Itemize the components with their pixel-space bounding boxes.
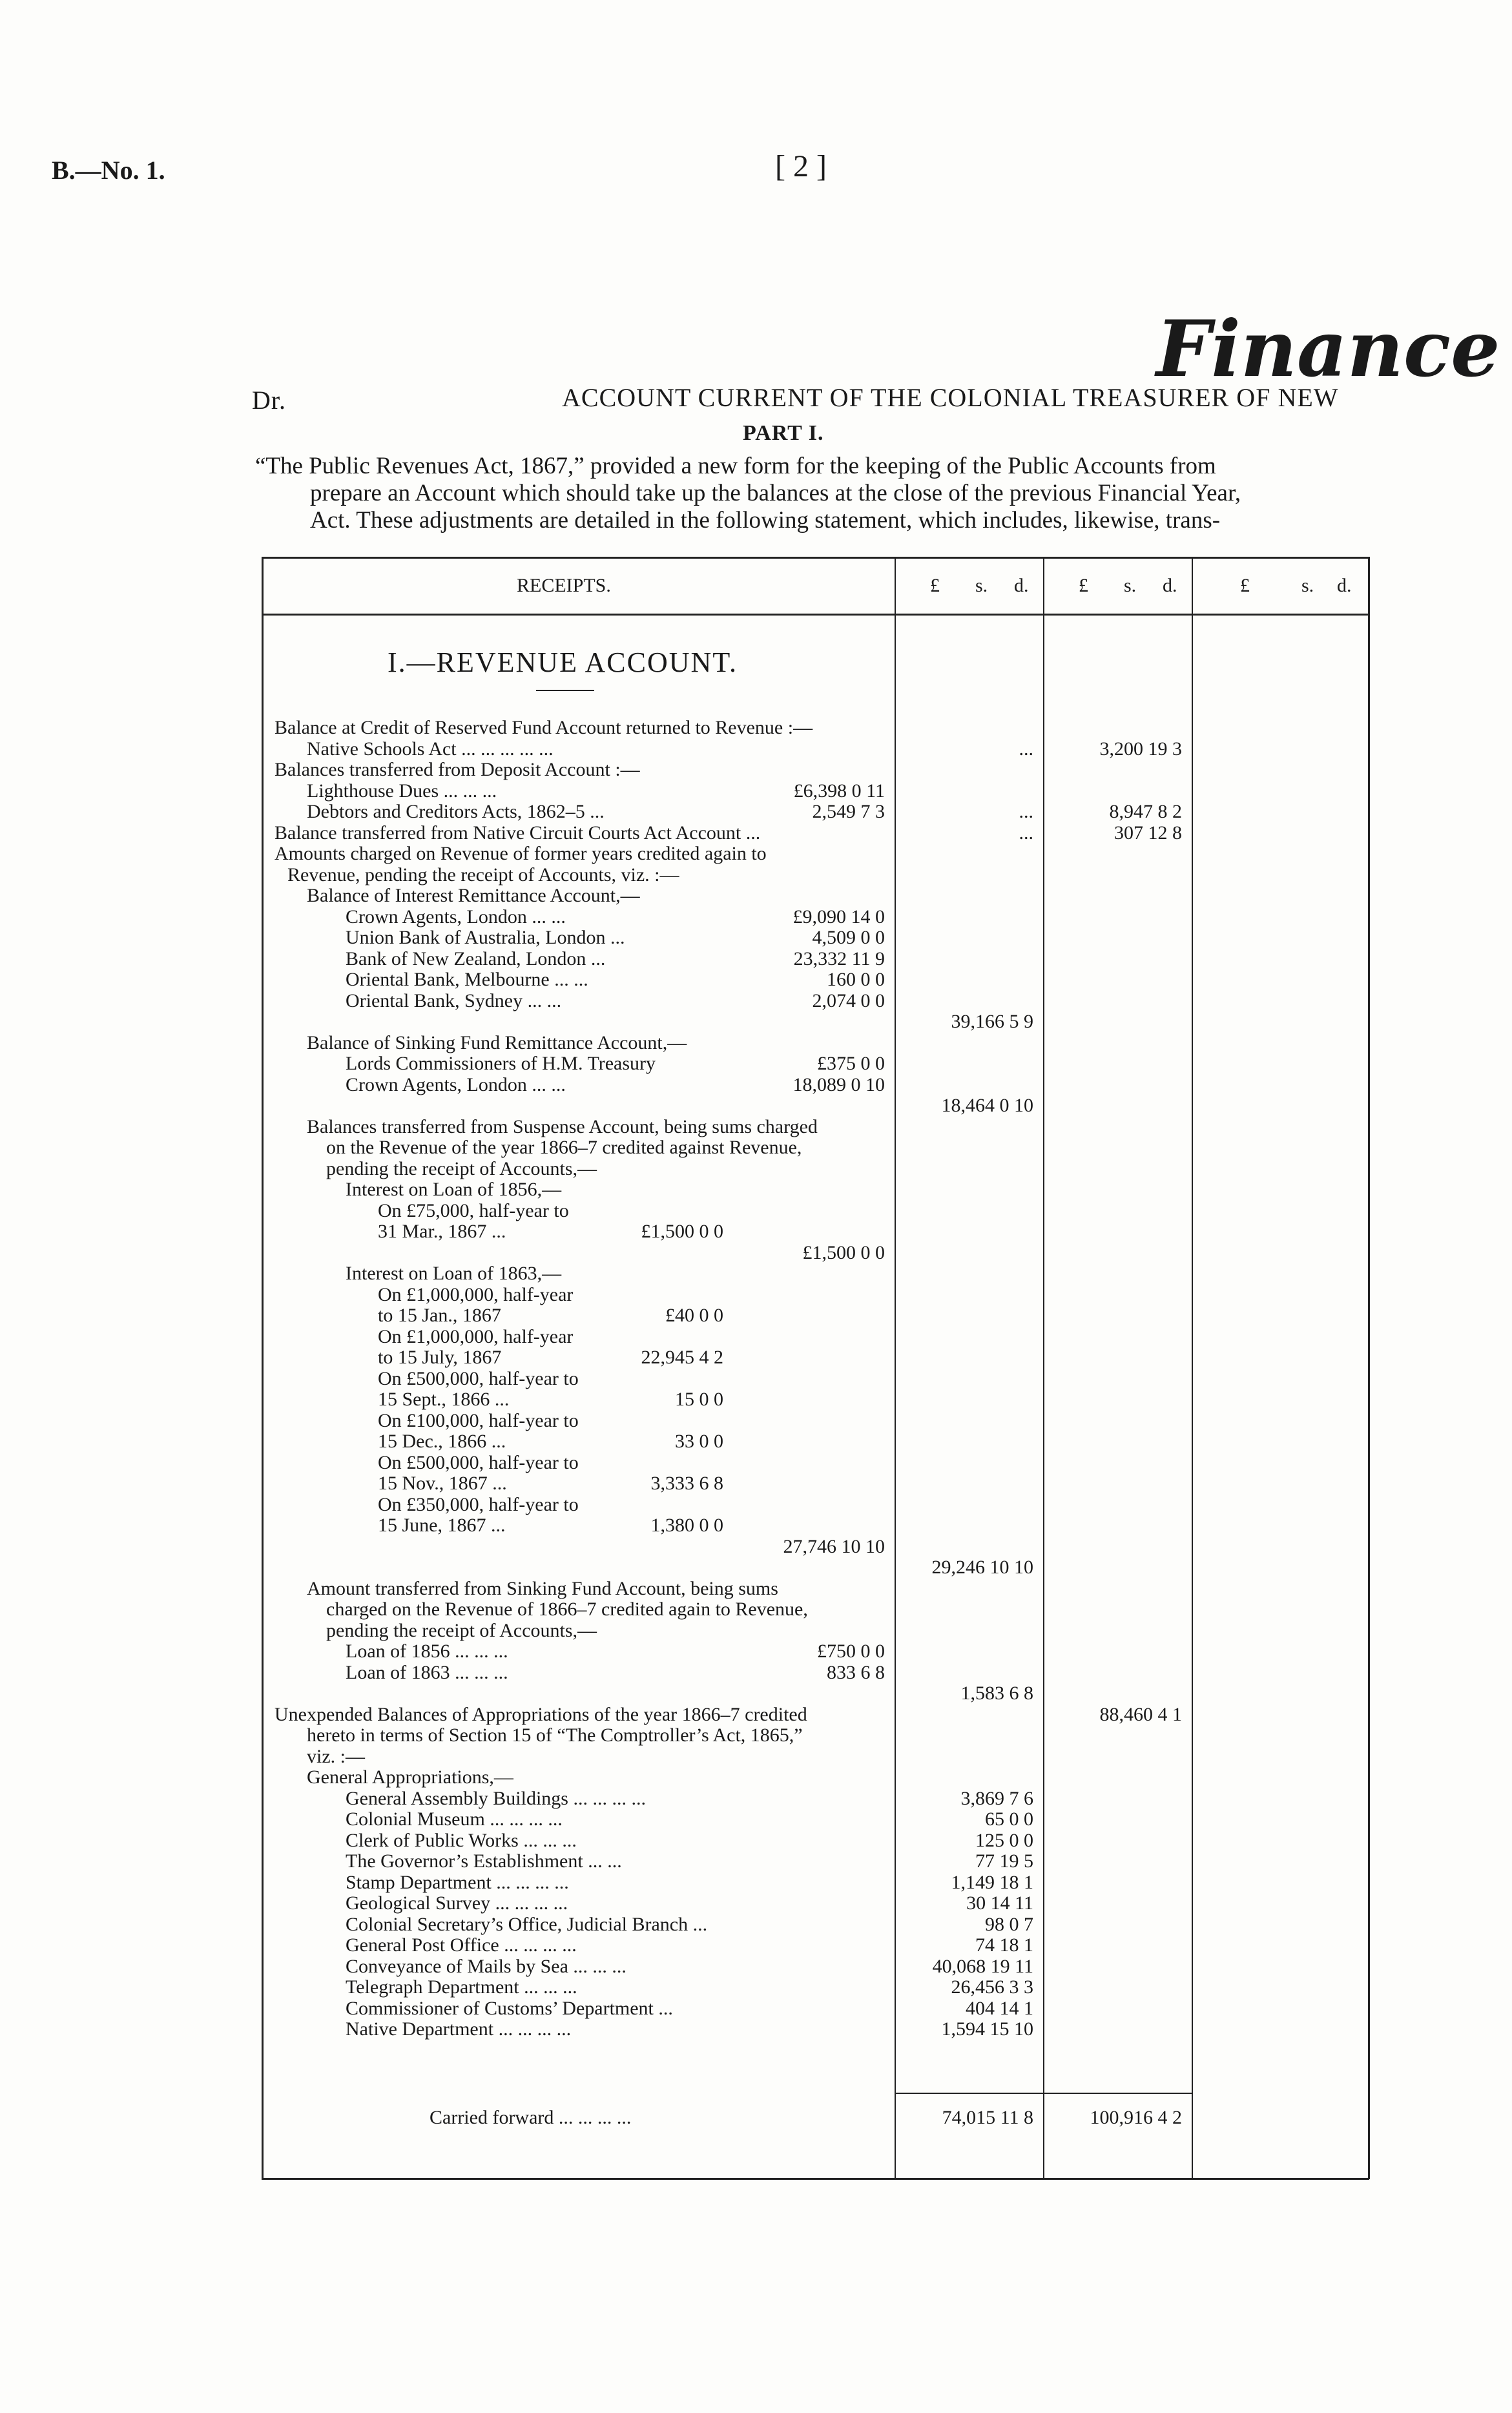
- row-label: viz. :—: [307, 1745, 365, 1767]
- row-amount-col2: 29,246 10 10: [931, 1557, 1033, 1578]
- row-amount-col2: 26,456 3 3: [951, 1976, 1033, 1998]
- row-label: Revenue, pending the receipt of Accounts, viz. :—: [287, 864, 679, 885]
- row-label: Loan of 1863 ... ... ...: [346, 1661, 508, 1683]
- row-label: Bank of New Zealand, London ...: [346, 948, 606, 969]
- row-sub-amount: 15 0 0: [675, 1389, 723, 1410]
- row-label: Balances transferred from Suspense Account, being sums charged: [307, 1115, 818, 1137]
- row-label: Oriental Bank, Melbourne ... ...: [346, 969, 588, 990]
- row-amount-col2: 125 0 0: [975, 1829, 1033, 1851]
- row-label: pending the receipt of Accounts,—: [326, 1619, 597, 1641]
- row-amount-col2: 1,583 6 8: [960, 1683, 1033, 1704]
- row-label: Clerk of Public Works ... ... ...: [346, 1829, 577, 1851]
- row-amount-col2: 77 19 5: [975, 1850, 1033, 1872]
- row-amount-inner: 23,332 11 9: [793, 948, 885, 969]
- row-amount-col2: 40,068 19 11: [932, 1955, 1033, 1977]
- row-sub-amount: £1,500 0 0: [641, 1221, 723, 1242]
- row-label: Amount transferred from Sinking Fund Account, being sums: [307, 1577, 778, 1599]
- row-label: Conveyance of Mails by Sea ... ... ...: [346, 1955, 627, 1977]
- row-label: The Governor’s Establishment ... ...: [346, 1850, 622, 1872]
- column-header-d: d.: [1014, 575, 1029, 596]
- row-label: Lords Commissioners of H.M. Treasury: [346, 1053, 656, 1074]
- column-header-pound: £: [930, 575, 940, 596]
- row-amount-col2: 3,869 7 6: [960, 1787, 1033, 1809]
- row-amount-inner: £9,090 14 0: [792, 906, 885, 927]
- row-amount-col2: 74 18 1: [975, 1934, 1033, 1956]
- section-title: I.—REVENUE ACCOUNT.: [388, 647, 738, 678]
- column-header-s: s.: [1124, 575, 1137, 596]
- row-amount-inner: 2,549 7 3: [812, 801, 885, 822]
- row-label: Telegraph Department ... ... ...: [346, 1976, 577, 1998]
- page-number: [ 2 ]: [775, 149, 827, 183]
- row-label: Balance of Sinking Fund Remittance Account,—: [307, 1031, 687, 1053]
- intro-line-2: prepare an Account which should take up the balances at the close of the previous Financial Year,: [310, 480, 1241, 506]
- row-label: 15 Sept., 1866 ...: [378, 1389, 510, 1410]
- row-sub-amount: 33 0 0: [675, 1431, 723, 1452]
- row-amount-inner: £6,398 0 11: [793, 780, 885, 802]
- row-amount-col2: 30 14 11: [966, 1892, 1033, 1914]
- part-label: PART I.: [743, 421, 824, 445]
- row-label: Amounts charged on Revenue of former years credited again to: [274, 843, 767, 864]
- row-label: 15 Dec., 1866 ...: [378, 1431, 506, 1452]
- row-amount-col2: 98 0 7: [985, 1913, 1033, 1935]
- dr-label: Dr.: [252, 386, 286, 415]
- row-label: Debtors and Creditors Acts, 1862–5 ...: [307, 801, 605, 822]
- row-label: On £500,000, half-year to: [378, 1367, 579, 1389]
- row-label: Colonial Secretary’s Office, Judicial Branch ...: [346, 1913, 708, 1935]
- row-label: On £75,000, half-year to: [378, 1199, 569, 1221]
- intro-line-1: “The Public Revenues Act, 1867,” provided a new form for the keeping of the Public Accounts from: [255, 453, 1216, 479]
- row-label: Union Bank of Australia, London ...: [346, 927, 625, 948]
- intro-line-3: Act. These adjustments are detailed in the following statement, which includes, likewise, trans-: [310, 507, 1221, 533]
- row-label: Stamp Department ... ... ... ...: [346, 1871, 569, 1893]
- row-label: General Assembly Buildings ... ... ... ...: [346, 1787, 646, 1809]
- row-amount-col2: 39,166 5 9: [951, 1011, 1033, 1032]
- row-label: Balances transferred from Deposit Account :—: [274, 759, 640, 780]
- row-label: On £1,000,000, half-year: [378, 1283, 574, 1305]
- row-amount-col2: 1,149 18 1: [951, 1871, 1033, 1893]
- row-label: 15 Nov., 1867 ...: [378, 1473, 507, 1494]
- row-label: pending the receipt of Accounts,—: [326, 1157, 597, 1179]
- row-label: Crown Agents, London ... ...: [346, 1073, 566, 1095]
- row-label: General Appropriations,—: [307, 1766, 513, 1788]
- column-header-receipts: RECEIPTS.: [517, 575, 611, 596]
- column-header-d: d.: [1163, 575, 1177, 596]
- row-label: 31 Mar., 1867 ...: [378, 1221, 506, 1242]
- row-label: On £500,000, half-year to: [378, 1451, 579, 1473]
- row-label: to 15 Jan., 1867: [378, 1305, 501, 1326]
- page-reference: B.—No. 1.: [52, 156, 165, 185]
- column-header-s: s.: [975, 575, 988, 596]
- row-label: on the Revenue of the year 1866–7 credited against Revenue,: [326, 1137, 802, 1158]
- carried-forward-col3: 100,916 4 2: [1090, 2107, 1182, 2128]
- row-label: Colonial Museum ... ... ... ...: [346, 1808, 563, 1830]
- row-amount-col2: 1,594 15 10: [941, 2018, 1033, 2040]
- row-amount-col2: 65 0 0: [985, 1808, 1033, 1830]
- row-label: Oriental Bank, Sydney ... ...: [346, 989, 562, 1011]
- row-amount-inner: 160 0 0: [827, 969, 885, 990]
- row-sub-amount: 1,380 0 0: [650, 1515, 723, 1536]
- row-label: charged on the Revenue of 1866–7 credited again to Revenue,: [326, 1599, 808, 1620]
- row-amount-inner: 833 6 8: [827, 1661, 885, 1683]
- row-label: General Post Office ... ... ... ...: [346, 1934, 577, 1956]
- column-header-pound: £: [1240, 575, 1250, 596]
- row-label: Crown Agents, London ... ...: [346, 906, 566, 927]
- row-label: to 15 July, 1867: [378, 1347, 502, 1368]
- row-label: Native Department ... ... ... ...: [346, 2018, 572, 2040]
- row-amount-col2: 404 14 1: [966, 1997, 1033, 2019]
- column-header-s: s.: [1301, 575, 1314, 596]
- carried-forward-label: Carried forward ... ... ... ...: [430, 2107, 632, 2128]
- row-label: On £1,000,000, half-year: [378, 1325, 574, 1347]
- row-label: Unexpended Balances of Appropriations of the year 1866–7 credited: [274, 1703, 807, 1725]
- row-label: Interest on Loan of 1863,—: [346, 1263, 562, 1284]
- row-amount-inner: 2,074 0 0: [812, 989, 885, 1011]
- row-label: 15 June, 1867 ...: [378, 1515, 506, 1536]
- row-amount-col2: ...: [1019, 801, 1033, 822]
- row-amount-col3: 3,200 19 3: [1099, 738, 1182, 760]
- column-header-d: d.: [1337, 575, 1352, 596]
- account-title: ACCOUNT CURRENT OF THE COLONIAL TREASURER OF NEW: [562, 383, 1339, 412]
- row-sub-amount: 22,945 4 2: [641, 1347, 723, 1368]
- row-label: Native Schools Act ... ... ... ... ...: [307, 738, 554, 760]
- row-label: hereto in terms of Section 15 of “The Comptroller’s Act, 1865,”: [307, 1724, 803, 1746]
- row-amount-inner: 18,089 0 10: [792, 1073, 885, 1095]
- row-amount-inner: £1,500 0 0: [802, 1241, 885, 1263]
- running-title: Finance: [1156, 304, 1500, 395]
- row-label: Balance transferred from Native Circuit Courts Act Account ...: [274, 822, 761, 844]
- row-amount-col3: 8,947 8 2: [1109, 801, 1182, 822]
- row-amount-inner: 4,509 0 0: [812, 927, 885, 948]
- row-label: Geological Survey ... ... ... ...: [346, 1892, 568, 1914]
- row-amount-col2: ...: [1019, 822, 1033, 844]
- row-label: On £100,000, half-year to: [378, 1409, 579, 1431]
- row-amount-inner: £375 0 0: [817, 1053, 885, 1074]
- row-label: On £350,000, half-year to: [378, 1493, 579, 1515]
- row-label: Loan of 1856 ... ... ...: [346, 1641, 508, 1662]
- carried-forward-col2: 74,015 11 8: [942, 2107, 1033, 2128]
- row-label: Commissioner of Customs’ Department ...: [346, 1997, 673, 2019]
- row-amount-inner: 27,746 10 10: [783, 1535, 885, 1557]
- row-sub-amount: 3,333 6 8: [650, 1473, 723, 1494]
- row-sub-amount: £40 0 0: [665, 1305, 723, 1326]
- row-label: Interest on Loan of 1856,—: [346, 1179, 562, 1200]
- row-amount-col2: 18,464 0 10: [941, 1095, 1033, 1116]
- row-label: Balance at Credit of Reserved Fund Account returned to Revenue :—: [274, 717, 813, 738]
- row-amount-col2: ...: [1019, 738, 1033, 760]
- row-amount-inner: £750 0 0: [817, 1641, 885, 1662]
- row-amount-col3: 307 12 8: [1114, 822, 1182, 844]
- row-amount-col3: 88,460 4 1: [1099, 1703, 1182, 1725]
- row-label: Lighthouse Dues ... ... ...: [307, 780, 497, 802]
- column-header-pound: £: [1079, 575, 1088, 596]
- row-label: Balance of Interest Remittance Account,—: [307, 885, 640, 906]
